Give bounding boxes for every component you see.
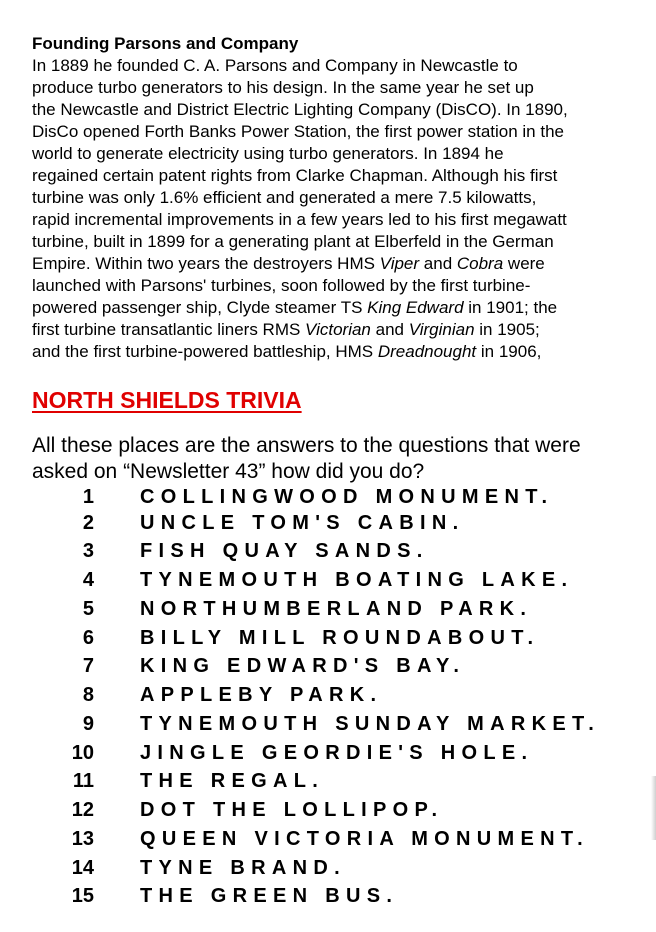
text-run: first turbine transatlantic liners RMS [32,320,306,339]
text-run: regained certain patent rights from Clarke Chapman. Although his first [32,166,558,185]
trivia-intro-line: asked on “Newsletter 43” how did you do? [32,460,425,483]
paragraph-line [32,231,644,253]
paragraph-line [32,55,644,77]
paragraph-line [32,253,644,275]
answer-text: DOT THE LOLLIPOP. [140,799,444,821]
paragraph-line [32,143,644,165]
answer-row [0,797,656,823]
answer-row [0,653,656,679]
ship-name: Victorian [305,320,371,339]
answer-number: 9 [82,713,94,735]
text-run: and the first turbine-powered battleship, HMS [32,342,378,361]
answer-row [0,596,656,622]
answer-number: 8 [82,684,94,706]
text-run: turbine, built in 1899 for a generating plant at Elberfeld in the German [32,232,554,251]
text-run: Empire. Within two years the destroyers HMS [32,254,380,273]
answer-row [0,567,656,593]
text-run: powered passenger ship, Clyde steamer TS [32,298,368,317]
ship-name: Dreadnought [377,342,477,361]
answer-number: 15 [71,885,94,907]
answer-row [0,855,656,881]
answer-text: THE GREEN BUS. [140,885,399,907]
answer-text: QUEEN VICTORIA MONUMENT. [140,828,589,850]
answer-row [0,510,656,536]
answer-text: FISH QUAY SANDS. [140,540,429,562]
text-run: DisCo opened Forth Banks Power Station, the first power station in the [32,122,564,141]
ship-name: Viper [379,254,420,273]
paragraph-line [32,275,644,297]
answer-text: KING EDWARD'S BAY. [140,655,466,677]
paragraph-line [32,319,644,341]
answer-text: JINGLE GEORDIE'S HOLE. [140,742,534,764]
answer-row [0,682,656,708]
founding-paragraph [32,55,644,363]
trivia-intro-line: All these places are the answers to the questions that were [32,434,581,457]
answer-row [0,883,656,909]
text-run: in 1905; [474,320,540,339]
answer-row [0,740,656,766]
text-run: world to generate electricity using turbo generators. In 1894 he [32,144,504,163]
answer-number: 1 [82,486,94,508]
answer-row [0,484,656,510]
text-run: launched with Parsons' turbines, soon followed by the first turbine- [32,276,531,295]
answer-text: TYNEMOUTH SUNDAY MARKET. [140,713,601,735]
answer-text: UNCLE TOM'S CABIN. [140,512,465,534]
text-run: and [370,320,409,339]
text-run: rapid incremental improvements in a few years led to his first megawatt [32,210,567,229]
answer-number: 10 [71,742,94,764]
page-edge-shadow [651,776,656,840]
answer-row [0,538,656,564]
ship-name: King Edward [367,298,464,317]
text-run: the Newcastle and District Electric Lighting Company (DisCO). In 1890, [32,100,568,119]
answer-number: 13 [71,828,94,850]
answer-number: 5 [82,598,94,620]
paragraph-line [32,99,644,121]
paragraph-line [32,121,644,143]
answer-text: COLLINGWOOD MONUMENT. [140,486,554,508]
paragraph-line [32,297,644,319]
answer-number: 7 [82,655,94,677]
text-run: In 1889 he founded C. A. Parsons and Company in Newcastle to [32,56,518,75]
paragraph-line [32,187,644,209]
answer-number: 3 [82,540,94,562]
ship-name: Virginian [408,320,475,339]
trivia-intro [32,433,644,485]
answer-row [0,768,656,794]
answer-number: 6 [82,627,94,649]
paragraph-line [32,341,644,363]
answer-number: 12 [71,799,94,821]
answer-text: TYNEMOUTH BOATING LAKE. [140,569,574,591]
answer-number: 4 [82,569,94,591]
text-run: turbine was only 1.6% efficient and generated a mere 7.5 kilowatts, [32,188,537,207]
text-run: in 1901; the [463,298,558,317]
answer-text: THE REGAL. [140,770,325,792]
answer-text: TYNE BRAND. [140,857,346,879]
paragraph-line [32,209,644,231]
ship-name: Cobra [456,254,504,273]
text-run: in 1906, [476,342,542,361]
text-run: were [503,254,545,273]
answer-text: NORTHUMBERLAND PARK. [140,598,533,620]
text-run: and [419,254,457,273]
answer-number: 2 [82,512,94,534]
founding-heading: Founding Parsons and Company [32,34,299,53]
paragraph-line [32,77,644,99]
answer-row [0,711,656,737]
answer-text: APPLEBY PARK. [140,684,383,706]
paragraph-line [32,165,644,187]
answer-row [0,625,656,651]
trivia-title: NORTH SHIELDS TRIVIA [32,387,302,413]
answer-row [0,826,656,852]
answer-number: 14 [71,857,94,879]
answer-number: 11 [72,770,94,792]
answer-text: BILLY MILL ROUNDABOUT. [140,627,540,649]
text-run: produce turbo generators to his design. In the same year he set up [32,78,534,97]
